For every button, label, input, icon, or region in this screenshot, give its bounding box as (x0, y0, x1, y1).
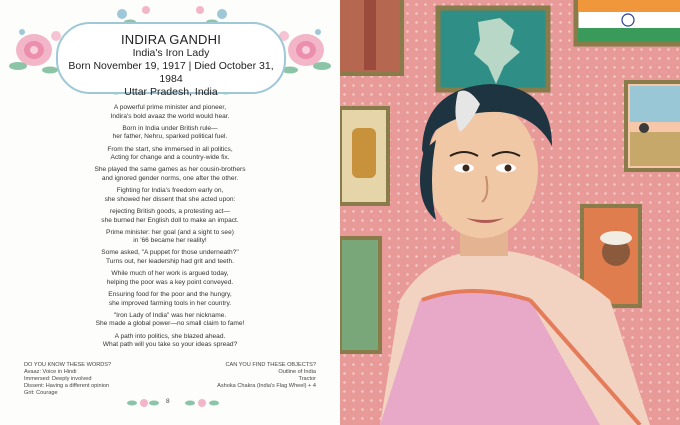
wheat-frame (340, 238, 380, 352)
object-item: Tractor (298, 376, 316, 382)
poem-stanza (60, 229, 280, 246)
poem-line: she improved farming tools in her country. (108, 299, 232, 307)
poem-line: Turns out, her leadership had grit and teeth. (105, 258, 235, 266)
poem-stanza (60, 270, 280, 287)
poem-stanza (60, 333, 280, 350)
portrait-illustration (340, 0, 680, 425)
birth-place: Uttar Pradesh, India (124, 86, 218, 98)
poem-stanza (60, 291, 280, 308)
flower-right-icon (279, 29, 331, 74)
poem-line: While much of her work is argued today, (111, 270, 229, 278)
objects-box (217, 362, 316, 390)
title-banner (56, 22, 286, 98)
flower-left-icon (9, 29, 61, 74)
poem-line: she burned her English doll to make an impact. (101, 216, 239, 224)
indira-gandhi-portrait (340, 0, 680, 425)
poem-stanza (60, 208, 280, 225)
words-box (24, 362, 111, 397)
poem-line: in '66 became her reality! (133, 237, 207, 245)
poem-line: her father, Nehru, sparked political fuel. (112, 133, 228, 141)
poem-line: "Iron Lady of India" was her nickname. (113, 311, 227, 319)
poem-line: Fighting for India's freedom early on, (116, 187, 224, 195)
word-item: Grit: Courage (24, 390, 58, 396)
poem-stanza (60, 104, 280, 121)
poem-line: She made a global power—no small claim to fame! (95, 320, 245, 328)
poem-line: What path will you take so your ideas spread? (102, 341, 238, 349)
poem-line: helping the poor was a key point conveyed. (106, 278, 234, 286)
person-name: INDIRA GANDHI (120, 32, 222, 47)
poem-line: Ensuring food for the poor and the hungry, (108, 291, 232, 299)
objects-heading: CAN YOU FIND THESE OBJECTS? (225, 362, 316, 368)
poem-line: and ignored gender norms, one after the other. (101, 174, 239, 182)
tractor-icon (639, 123, 649, 133)
word-item: Immersed: Deeply involved (24, 376, 92, 382)
poem-line: A powerful prime minister and pioneer, (113, 104, 227, 111)
word-item: Avaaz: Voice in Hindi (24, 369, 77, 375)
poem-stanza (60, 187, 280, 204)
poem-stanza (60, 125, 280, 142)
poem-line: rejecting British goods, a protesting act— (109, 207, 231, 215)
poem-stanza (60, 312, 280, 329)
object-item: Ashoka Chakra (India's Flag Wheel) + 4 (217, 383, 316, 389)
poem-line: She played the same games as her cousin-brothers (94, 166, 246, 174)
poem-line: A path into politics, she blazed ahead. (114, 332, 226, 340)
poem (60, 104, 280, 353)
poem-line: Prime minister: her goal (and a sight to see) (106, 228, 234, 236)
epithet: India's Iron Lady (132, 47, 210, 59)
poem-stanza (60, 249, 280, 266)
poem-line: Some asked, "A puppet for those underneath?" (101, 249, 239, 257)
object-item: Outline of India (278, 369, 316, 375)
poem-line: Born in India under British rule— (122, 124, 218, 132)
poem-line: she showed her dissent that she acted upon: (104, 195, 236, 203)
word-item: Dissent: Having a different opinion (24, 383, 110, 389)
poem-stanza (60, 146, 280, 163)
words-heading: DO YOU KNOW THESE WORDS? (24, 362, 112, 368)
poem-line: Acting for change and a country-wide fix. (110, 154, 230, 162)
poem-line: Indira's bold avaaz the world would hear. (110, 112, 230, 120)
footer-flowers-decoration (124, 396, 224, 410)
poem-line: From the start, she immersed in all politics, (107, 145, 233, 153)
life-dates: Born November 19, 1917 | Died October 31, 1984 (68, 60, 274, 85)
page-number: 8 (166, 398, 170, 405)
poem-stanza (60, 166, 280, 183)
